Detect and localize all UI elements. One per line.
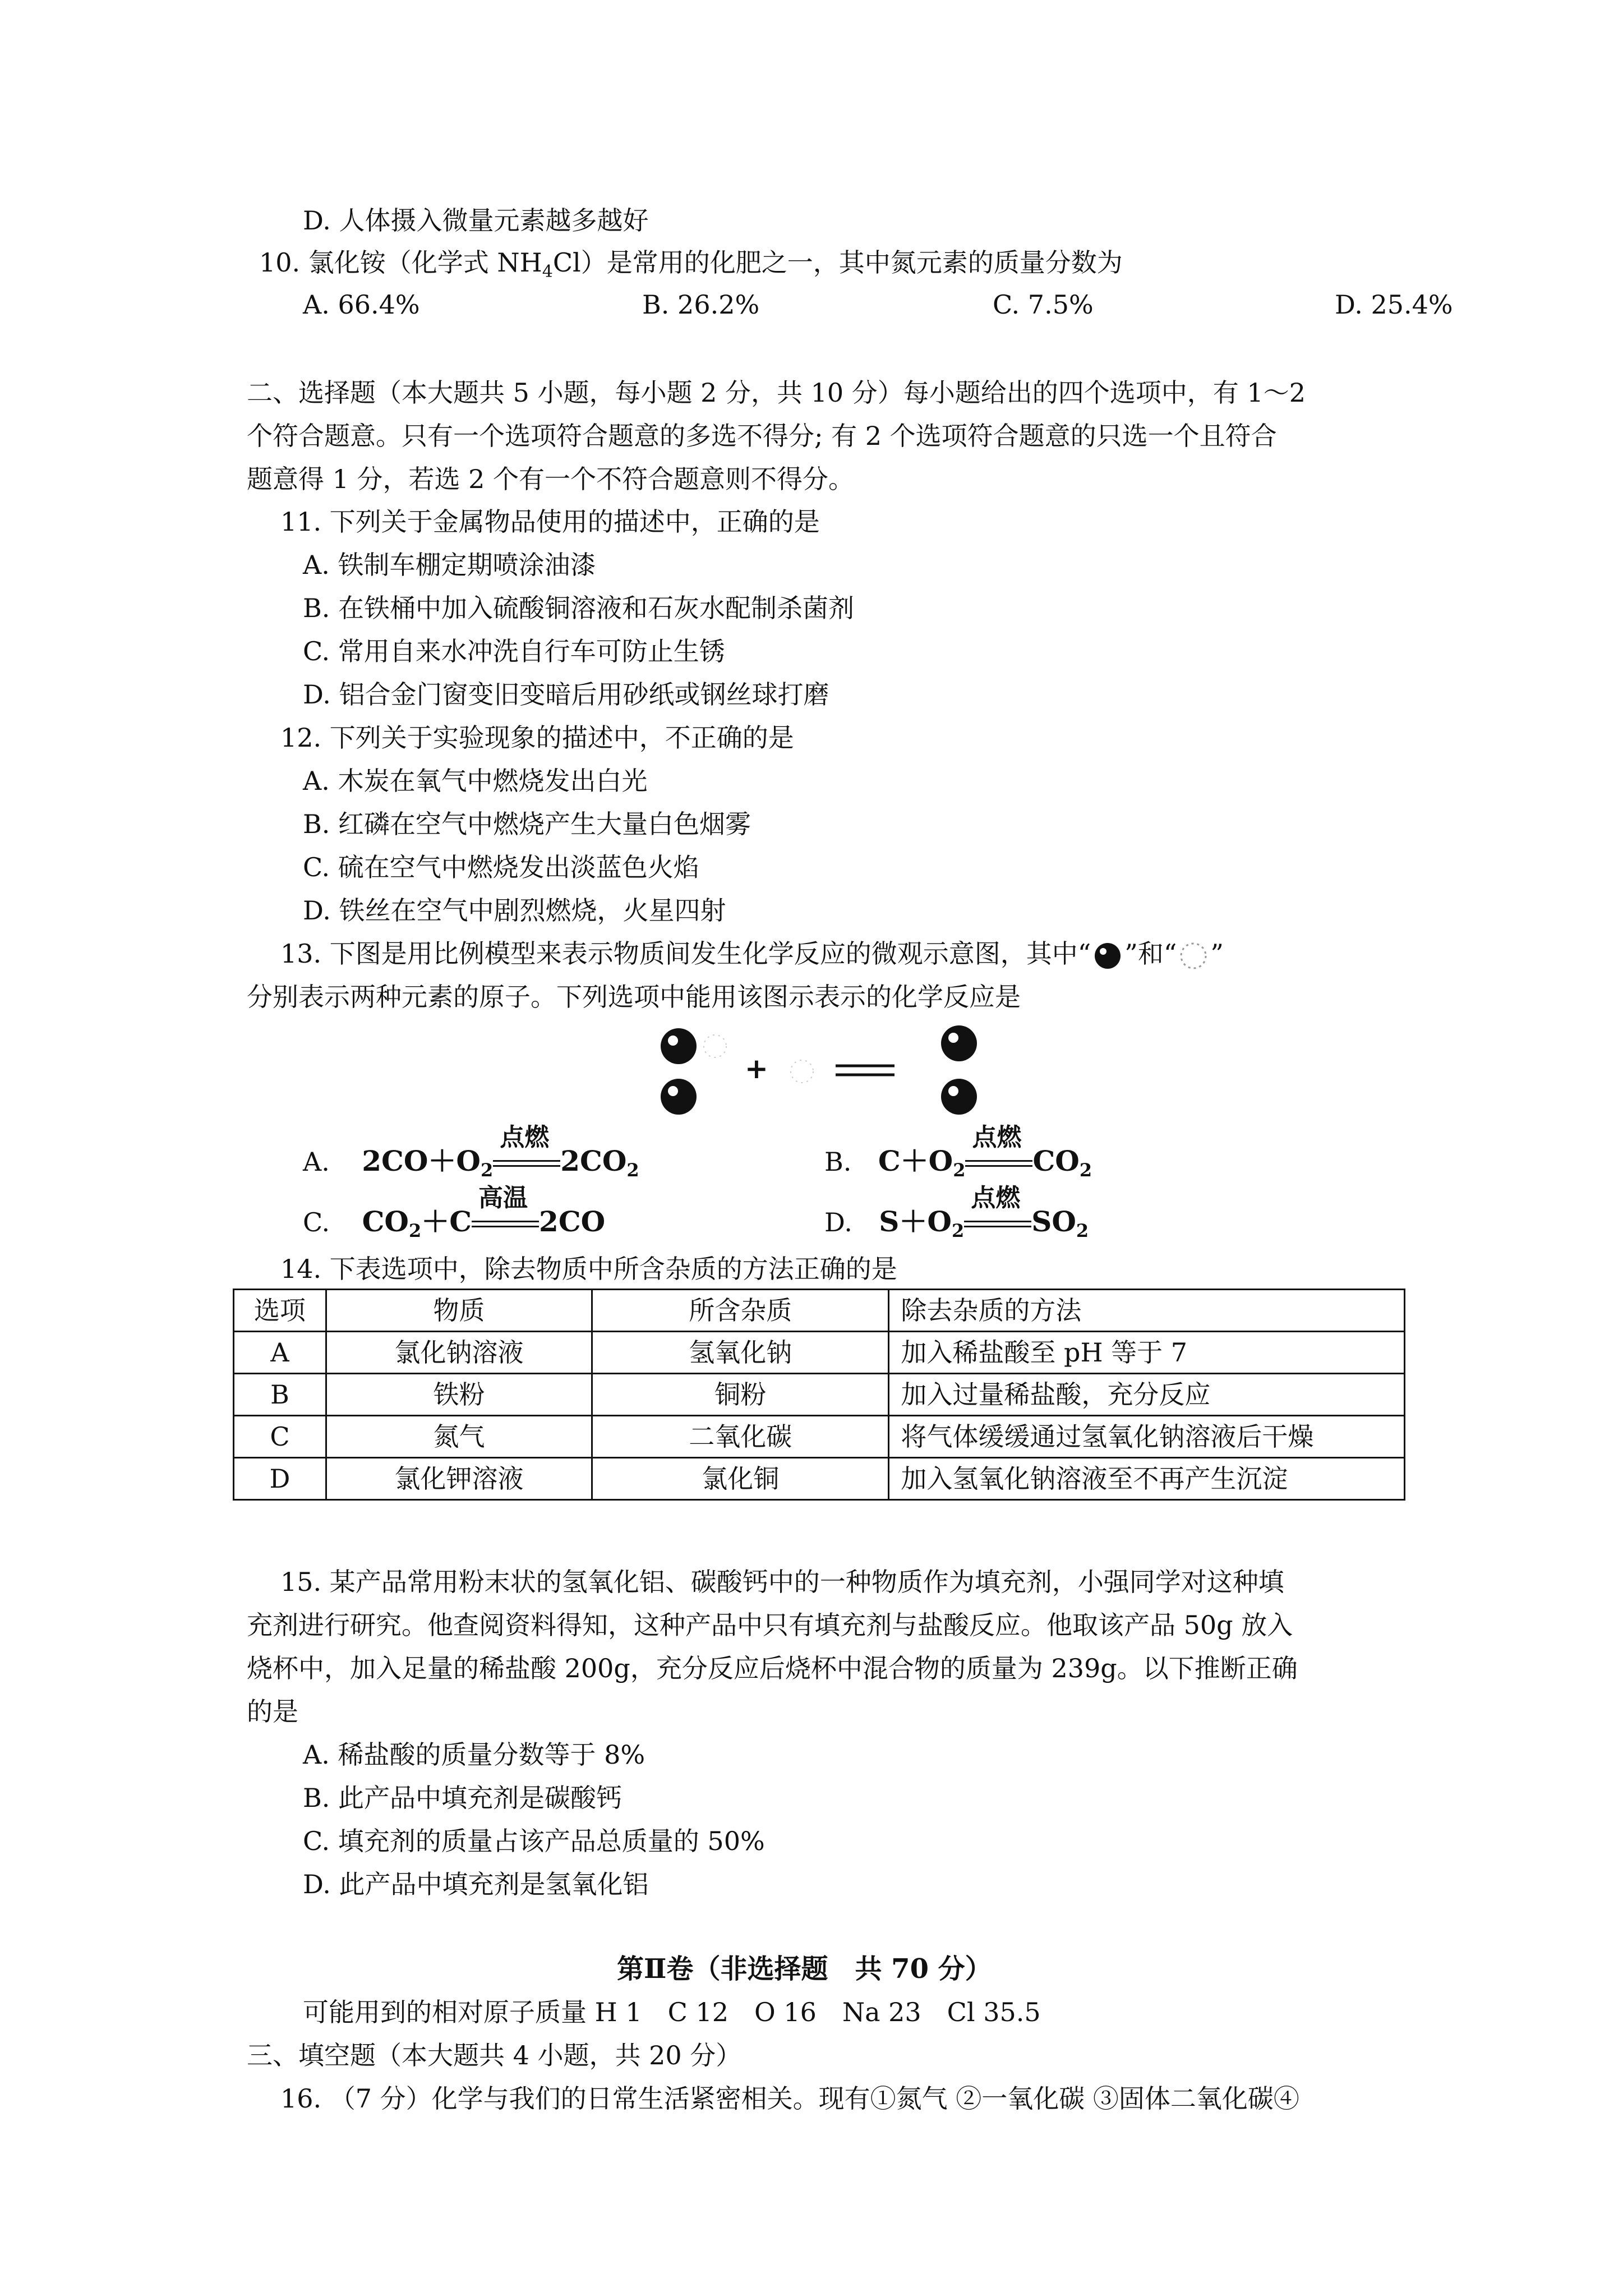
reactant-white-atom bbox=[704, 1035, 726, 1057]
q10-stem-pre: 10. 氯化铵（化学式 NH bbox=[259, 247, 542, 278]
reactant-white-atom-2 bbox=[791, 1060, 813, 1083]
part2-title: 第Ⅱ卷（非选择题 共 70 分） bbox=[617, 1953, 992, 1985]
q15-option-d: D. 此产品中填充剂是氢氧化铝 bbox=[303, 1869, 649, 1899]
q15-line1: 15. 某产品常用粉末状的氢氧化铝、碳酸钙中的一种物质作为填充剂，小强同学对这种填 bbox=[280, 1567, 1284, 1597]
q13-option-a-rhs: 2CO bbox=[560, 1144, 627, 1177]
q13-option-a-rhs-sub: 2 bbox=[626, 1159, 639, 1181]
q12-stem: 12. 下列关于实验现象的描述中，不正确的是 bbox=[280, 723, 794, 753]
q13-option-b-lhs-sub: 2 bbox=[953, 1159, 966, 1181]
q13-option-d-rhs: SO bbox=[1031, 1205, 1076, 1238]
q16-stem: 16. （7 分）化学与我们的日常生活紧密相关。现有①氮气 ②一氧化碳 ③固体二氧化碳④ bbox=[280, 2083, 1299, 2114]
q13-option-a bbox=[303, 1123, 639, 1187]
q13-option-d-arrow bbox=[964, 1221, 1031, 1227]
row-a-method: 加入稀盐酸至 pH 等于 7 bbox=[889, 1332, 1405, 1374]
q15-line3: 烧杯中，加入足量的稀盐酸 200g，充分反应后烧杯中混合物的质量为 239g。以下推断正确 bbox=[247, 1653, 1298, 1683]
q15-line4: 的是 bbox=[247, 1696, 298, 1727]
q10-stem-post: Cl）是常用的化肥之一，其中氮元素的质量分数为 bbox=[552, 247, 1123, 278]
q13-option-a-lhs: 2CO＋O bbox=[362, 1144, 481, 1177]
q13-option-b-rhs-sub: 2 bbox=[1079, 1159, 1092, 1181]
q11-option-a: A. 铁制车棚定期喷涂油漆 bbox=[303, 550, 596, 580]
q13-option-b bbox=[824, 1123, 1092, 1187]
q13-option-d-lhs: S＋O bbox=[879, 1205, 952, 1238]
q12-option-b: B. 红磷在空气中燃烧产生大量白色烟雾 bbox=[303, 809, 751, 839]
row-b-method: 加入过量稀盐酸，充分反应 bbox=[889, 1374, 1405, 1416]
q13-option-c-rhs: 2CO bbox=[539, 1205, 606, 1238]
q13-stem bbox=[280, 937, 1224, 970]
row-a-impurity: 氢氧化钠 bbox=[592, 1332, 889, 1374]
q13-option-a-label: A. bbox=[303, 1147, 330, 1177]
q13-option-d-label: D. bbox=[824, 1207, 852, 1237]
table-row bbox=[234, 1416, 1405, 1458]
row-d-impurity: 氯化铜 bbox=[592, 1458, 889, 1500]
header-method: 除去杂质的方法 bbox=[889, 1290, 1405, 1332]
q12-option-c: C. 硫在空气中燃烧发出淡蓝色火焰 bbox=[303, 852, 699, 882]
q11-option-b: B. 在铁桶中加入硫酸铜溶液和石灰水配制杀菌剂 bbox=[303, 593, 855, 623]
row-d-method: 加入氢氧化钠溶液至不再产生沉淀 bbox=[889, 1458, 1405, 1500]
q13-stem-pre: 13. 下图是用比例模型来表示物质间发生化学反应的微观示意图，其中“ bbox=[280, 938, 1091, 969]
q13-option-b-cond: 点燃 bbox=[972, 1123, 1022, 1152]
q10-option-b: B. 26.2% bbox=[642, 289, 760, 320]
row-c-method: 将气体缓缓通过氢氧化钠溶液后干燥 bbox=[889, 1416, 1405, 1458]
q10-stem bbox=[259, 246, 1123, 289]
reaction-equals-sign bbox=[836, 1066, 895, 1075]
q10-option-c: C. 7.5% bbox=[993, 289, 1094, 320]
reaction-diagram bbox=[645, 1021, 981, 1122]
q13-option-c-lhs2: ＋C bbox=[421, 1205, 472, 1238]
q13-option-c bbox=[303, 1184, 606, 1248]
row-b-substance: 铁粉 bbox=[326, 1374, 592, 1416]
q15-option-b: B. 此产品中填充剂是碳酸钙 bbox=[303, 1783, 623, 1813]
q15-line2: 充剂进行研究。他查阅资料得知，这种产品中只有填充剂与盐酸反应。他取该产品 50g 放入 bbox=[247, 1610, 1293, 1640]
q13-option-b-rhs: CO bbox=[1032, 1144, 1080, 1177]
row-c-option: C bbox=[234, 1416, 326, 1458]
diagram-plus: + bbox=[745, 1052, 768, 1085]
q9-option-d: D. 人体摄入微量元素越多越好 bbox=[303, 205, 649, 236]
row-b-option: B bbox=[234, 1374, 326, 1416]
row-a-substance: 氯化钠溶液 bbox=[326, 1332, 592, 1374]
q14-stem: 14. 下表选项中，除去物质中所含杂质的方法正确的是 bbox=[280, 1254, 897, 1284]
q10-options bbox=[303, 288, 1481, 321]
q13-option-c-lhs: CO bbox=[362, 1205, 409, 1238]
q12-option-d: D. 铁丝在空气中剧烈燃烧，火星四射 bbox=[303, 895, 726, 926]
q13-stem-post: ” bbox=[1210, 938, 1224, 969]
q13-option-b-lhs: C＋O bbox=[878, 1144, 953, 1177]
header-substance: 物质 bbox=[326, 1290, 592, 1332]
row-d-option: D bbox=[234, 1458, 326, 1500]
row-b-impurity: 铜粉 bbox=[592, 1374, 889, 1416]
section2-line1: 二、选择题（本大题共 5 小题，每小题 2 分，共 10 分）每小题给出的四个选项中，有 1～2 bbox=[247, 378, 1306, 408]
q12-option-a: A. 木炭在氧气中燃烧发出白光 bbox=[303, 766, 648, 796]
header-option: 选项 bbox=[234, 1290, 326, 1332]
q13-option-a-cond: 点燃 bbox=[500, 1123, 550, 1152]
row-d-substance: 氯化钾溶液 bbox=[326, 1458, 592, 1500]
q13-option-c-arrow bbox=[472, 1221, 539, 1227]
q13-option-a-arrow bbox=[493, 1160, 560, 1167]
q13-option-d bbox=[824, 1184, 1089, 1248]
product-molecule bbox=[941, 1025, 977, 1115]
q13-stem-mid: ”和“ bbox=[1124, 938, 1177, 969]
black-atom-icon bbox=[1091, 942, 1124, 970]
q10-option-d: D. 25.4% bbox=[1335, 289, 1453, 320]
q13-option-d-lhs-sub: 2 bbox=[951, 1220, 965, 1241]
row-c-impurity: 二氧化碳 bbox=[592, 1416, 889, 1458]
table-row bbox=[234, 1374, 1405, 1416]
q13-option-c-cond: 高温 bbox=[478, 1184, 528, 1212]
reactant-black-molecule bbox=[661, 1028, 697, 1115]
q15-option-a: A. 稀盐酸的质量分数等于 8% bbox=[303, 1740, 645, 1770]
q10-stem-sub: 4 bbox=[542, 262, 553, 282]
section3-header: 三、填空题（本大题共 4 小题，共 20 分） bbox=[247, 2040, 742, 2070]
q13-option-a-lhs-sub: 2 bbox=[480, 1159, 494, 1181]
q13-option-b-arrow bbox=[965, 1160, 1032, 1167]
q13-option-c-lhs-sub: 2 bbox=[408, 1220, 422, 1241]
q13-option-b-label: B. bbox=[824, 1147, 852, 1177]
q13-option-d-rhs-sub: 2 bbox=[1076, 1220, 1089, 1241]
header-impurity: 所含杂质 bbox=[592, 1290, 889, 1332]
q10-option-a: A. 66.4% bbox=[303, 289, 420, 320]
q11-option-d: D. 铝合金门窗变旧变暗后用砂纸或钢丝球打磨 bbox=[303, 679, 829, 710]
q11-stem: 11. 下列关于金属物品使用的描述中，正确的是 bbox=[280, 507, 820, 537]
impurity-table bbox=[233, 1289, 1405, 1501]
table-row bbox=[234, 1458, 1405, 1500]
q11-option-c: C. 常用自来水冲洗自行车可防止生锈 bbox=[303, 636, 725, 666]
q15-option-c: C. 填充剂的质量占该产品总质量的 50% bbox=[303, 1826, 765, 1856]
section2-line2: 个符合题意。只有一个选项符合题意的多选不得分; 有 2 个选项符合题意的只选一个且符合 bbox=[247, 421, 1277, 451]
q13-line2: 分别表示两种元素的原子。下列选项中能用该图示表示的化学反应是 bbox=[247, 982, 1021, 1012]
section2-line3: 题意得 1 分，若选 2 个有一个不符合题意则不得分。 bbox=[247, 464, 855, 494]
white-atom-icon bbox=[1177, 942, 1210, 970]
q13-option-c-label: C. bbox=[303, 1207, 330, 1237]
row-c-substance: 氮气 bbox=[326, 1416, 592, 1458]
q13-option-d-cond: 点燃 bbox=[971, 1184, 1021, 1212]
table-row bbox=[234, 1332, 1405, 1374]
table-header-row bbox=[234, 1290, 1405, 1332]
atomic-masses: 可能用到的相对原子质量 H 1 C 12 O 16 Na 23 Cl 35.5 bbox=[303, 1997, 1041, 2027]
row-a-option: A bbox=[234, 1332, 326, 1374]
